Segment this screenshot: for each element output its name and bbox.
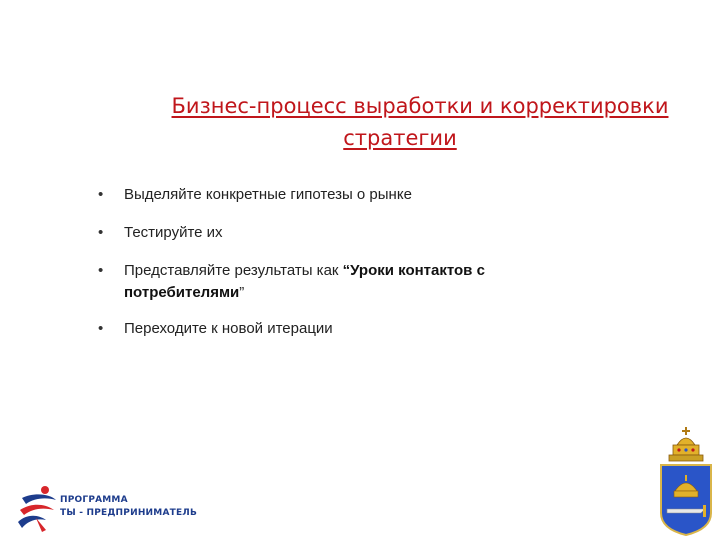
- runner-logo-icon: [16, 484, 60, 534]
- bullet-glyph: •: [98, 224, 104, 241]
- bullet-text: Тестируйте их: [124, 224, 223, 241]
- program-logo-text: [60, 494, 197, 520]
- bullet-item: [98, 318, 658, 340]
- bullet-item: [98, 222, 658, 244]
- bullet-glyph: •: [98, 186, 104, 203]
- bullet-text-bold: потребителями: [124, 284, 240, 301]
- logo-line-2: ТЫ - ПРЕДПРИНИМАТЕЛЬ: [60, 508, 198, 518]
- program-logo: [16, 484, 226, 534]
- bullet-glyph: •: [98, 320, 104, 337]
- title-line-2: стратегии: [343, 126, 457, 150]
- title-line-1: Бизнес-процесс выработки и корректировки: [171, 94, 669, 118]
- bullet-text: Выделяйте конкретные гипотезы о рынке: [124, 186, 412, 203]
- bullet-glyph: •: [98, 262, 104, 279]
- slide-title: [90, 90, 710, 154]
- bullet-text: ”: [239, 284, 245, 301]
- logo-line-1: ПРОГРАММА: [60, 495, 128, 505]
- bullet-item: [98, 260, 658, 304]
- bullet-text: Представляйте результаты как: [124, 262, 343, 279]
- bullet-item: [98, 184, 658, 206]
- bullet-text: Переходите к новой итерации: [124, 320, 333, 337]
- bullet-text-bold: “Уроки контактов с: [342, 262, 485, 279]
- crown-icon: [669, 427, 703, 461]
- bullet-list: [98, 184, 658, 356]
- coat-of-arms-icon: [655, 425, 717, 537]
